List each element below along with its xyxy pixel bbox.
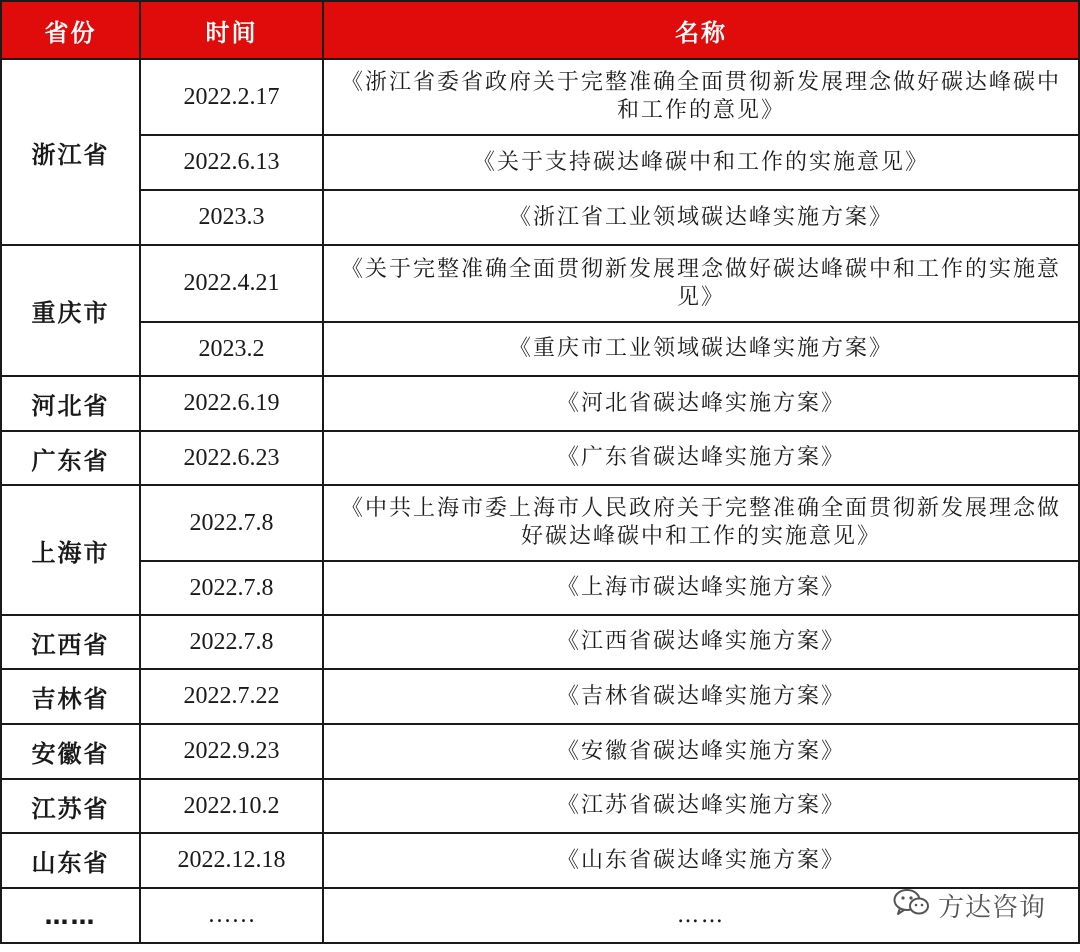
table-row (1, 245, 1079, 322)
document-name-cell: 《江西省碳达峰实施方案》 (323, 615, 1079, 669)
wechat-icon (892, 887, 930, 924)
watermark (892, 887, 1046, 924)
table-row (1, 190, 1079, 245)
table-row (1, 779, 1079, 833)
province-cell: 浙江省 (1, 59, 140, 245)
date-cell: 2022.4.21 (140, 245, 323, 322)
table-row (1, 376, 1079, 431)
header-name: 名称 (323, 1, 1079, 59)
date-cell: 2022.9.23 (140, 724, 323, 779)
date-cell: 2022.7.22 (140, 669, 323, 724)
document-name-cell: 《重庆市工业领域碳达峰实施方案》 (323, 322, 1079, 376)
province-cell: 江苏省 (1, 779, 140, 833)
header-province: 省份 (1, 1, 140, 59)
table-row (1, 561, 1079, 615)
province-cell: 重庆市 (1, 245, 140, 376)
province-cell: 山东省 (1, 833, 140, 888)
province-cell: 安徽省 (1, 724, 140, 779)
document-name-cell: 《江苏省碳达峰实施方案》 (323, 779, 1079, 833)
document-name-cell: 《广东省碳达峰实施方案》 (323, 431, 1079, 485)
document-name-cell: 《吉林省碳达峰实施方案》 (323, 669, 1079, 724)
province-cell: 上海市 (1, 485, 140, 615)
header-row (1, 1, 1079, 59)
date-cell: 2022.12.18 (140, 833, 323, 888)
date-cell: 2022.10.2 (140, 779, 323, 833)
date-cell: 2022.7.8 (140, 615, 323, 669)
document-name-cell: 《安徽省碳达峰实施方案》 (323, 724, 1079, 779)
table-row (1, 485, 1079, 561)
province-cell: 吉林省 (1, 669, 140, 724)
table-row (1, 833, 1079, 888)
province-cell: 广东省 (1, 431, 140, 485)
date-cell: 2023.3 (140, 190, 323, 245)
province-cell: …… (1, 888, 140, 943)
table-row (1, 724, 1079, 779)
province-cell: 河北省 (1, 376, 140, 431)
date-cell: …… (140, 888, 323, 943)
table-row (1, 431, 1079, 485)
date-cell: 2022.6.19 (140, 376, 323, 431)
document-name-cell: …… (323, 888, 1079, 943)
document-name-cell: 《中共上海市委上海市人民政府关于完整准确全面贯彻新发展理念做好碳达峰碳中和工作的实施意见》 (323, 485, 1079, 561)
date-cell: 2022.2.17 (140, 59, 323, 135)
date-cell: 2022.7.8 (140, 561, 323, 615)
document-name-cell: 《关于支持碳达峰碳中和工作的实施意见》 (323, 135, 1079, 190)
date-cell: 2023.2 (140, 322, 323, 376)
table-row (1, 135, 1079, 190)
date-cell: 2022.7.8 (140, 485, 323, 561)
document-name-cell: 《浙江省委省政府关于完整准确全面贯彻新发展理念做好碳达峰碳中和工作的意见》 (323, 59, 1079, 135)
table-row (1, 615, 1079, 669)
table-row (1, 59, 1079, 135)
province-cell: 江西省 (1, 615, 140, 669)
document-name-cell: 《关于完整准确全面贯彻新发展理念做好碳达峰碳中和工作的实施意见》 (323, 245, 1079, 322)
table-row (1, 669, 1079, 724)
date-cell: 2022.6.23 (140, 431, 323, 485)
watermark-text: 方达咨询 (937, 893, 1046, 923)
document-name-cell: 《浙江省工业领域碳达峰实施方案》 (323, 190, 1079, 245)
table-row (1, 322, 1079, 376)
header-date: 时间 (140, 1, 323, 59)
document-name-cell: 《山东省碳达峰实施方案》 (323, 833, 1079, 888)
document-name-cell: 《河北省碳达峰实施方案》 (323, 376, 1079, 431)
date-cell: 2022.6.13 (140, 135, 323, 190)
document-name-cell: 《上海市碳达峰实施方案》 (323, 561, 1079, 615)
